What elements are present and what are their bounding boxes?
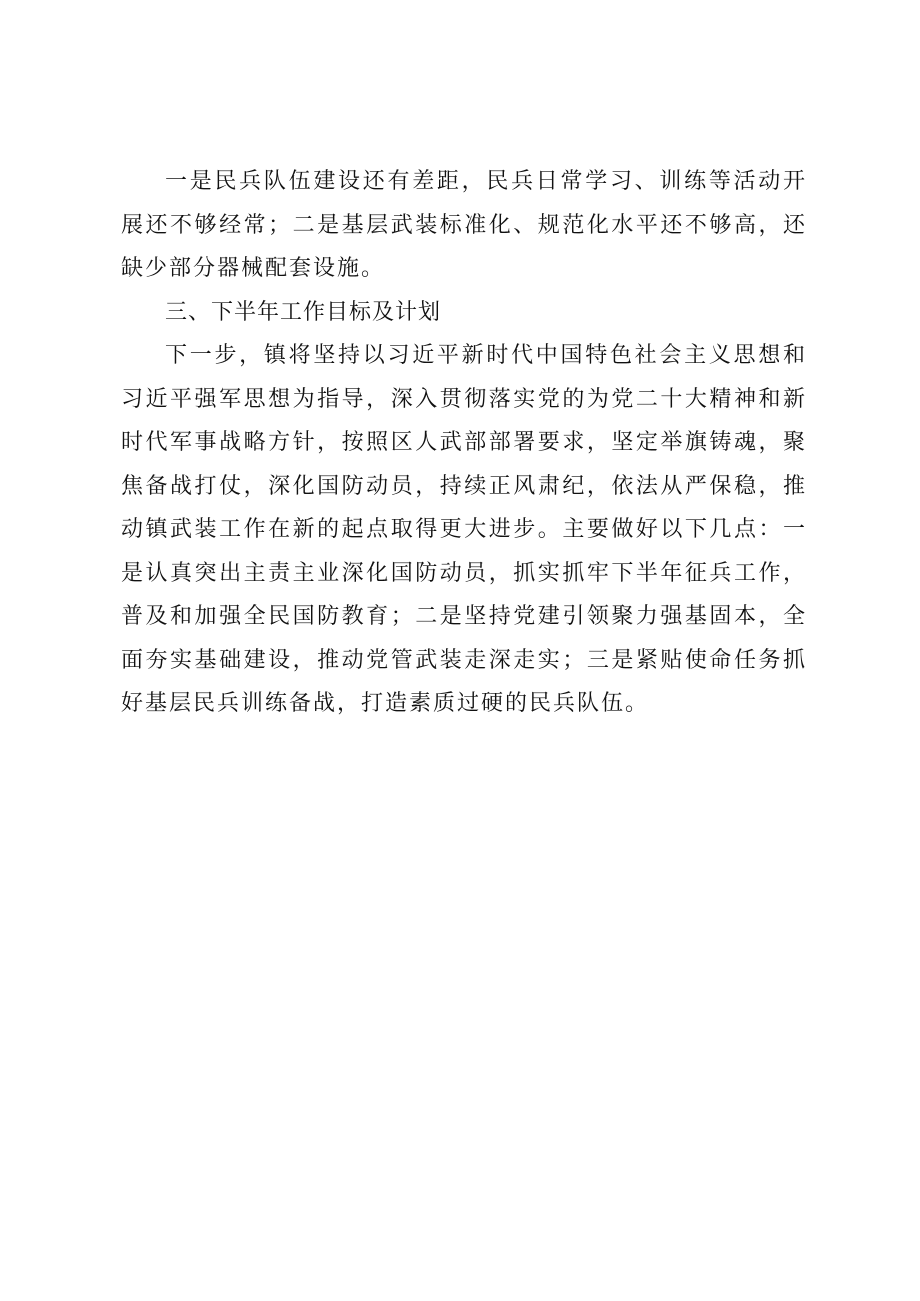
paragraph-shortcomings: 一是民兵队伍建设还有差距，民兵日常学习、训练等活动开展还不够经常；二是基层武装标准化、规范化水平还不够高，还缺少部分器械配套设施。: [121, 169, 807, 281]
paragraph-next-steps: 下一步，镇将坚持以习近平新时代中国特色社会主义思想和习近平强军思想为指导，深入贯彻落实党的为党二十大精神和新时代军事战略方针，按照区人武部部署要求，坚定举旗铸魂，聚焦备战打仗，深化国防动员，持续正风肃纪，依法从严保稳，推动镇武装工作在新的起点取得更大进步。主要做好以下几点：一是认真突出主责主业深化国防动员，抓实抓牢下半年征兵工作，普及和加强全民国防教育；二是坚持党建引领聚力强基固本，全面夯实基础建设，推动党管武装走深走实；三是紧贴使命任务抓好基层民兵训练备战，打造素质过硬的民兵队伍。: [121, 343, 807, 716]
section-heading-plan: 三、下半年工作目标及计划: [165, 299, 442, 325]
document-body: [121, 160, 807, 726]
